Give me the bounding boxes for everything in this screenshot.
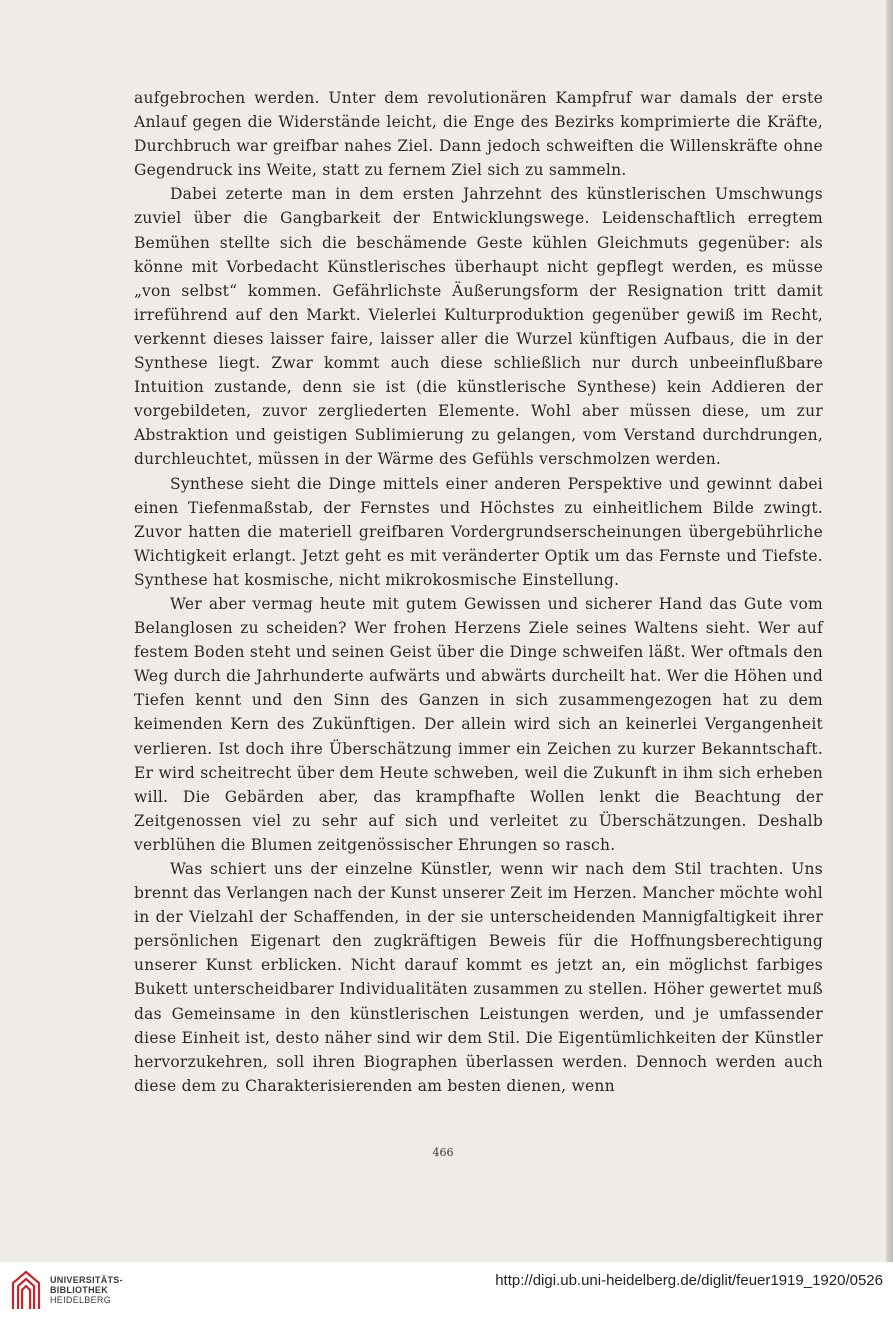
source-url[interactable]: http://digi.ub.uni-heidelberg.de/diglit/feuer1919_1920/0526 [495,1272,883,1289]
body-text [134,86,823,1098]
university-library-logo-icon [9,1269,43,1313]
library-name [50,1275,123,1305]
page-number: 466 [432,1146,454,1159]
library-name-line: HEIDELBERG [50,1295,112,1305]
footer [0,1262,893,1322]
paragraph: Wer aber vermag heute mit gutem Gewissen und sicherer Hand das Gute vom Belanglosen zu scheiden? Wer frohen Herzens Ziele seines Waltens sieht. Wer auf festem Boden steht und seinen Geist über die Dinge schweifen läßt. Wer oftmals den Weg durch die Jahrhunderte aufwärts und abwärts durcheilt hat. Wer die Höhen und Tiefen kennt und den Sinn des Ganzen in sich zusammengezogen hat zu dem keimenden Kern des Zukünftigen. Der allein wird sich an keinerlei Vergangenheit verlieren. Ist doch ihre Überschätzung immer ein Zeichen zu kurzer Bekanntschaft. Er wird scheitrecht über dem Heute schweben, weil die Zukunft in ihm sich erheben will. Die Gebärden aber, das krampfhafte Wollen lenkt die Beachtung der Zeitgenossen viel zu sehr auf sich und verleitet zu Überschätzungen. Deshalb verblühen die Blumen zeitgenössischer Ehrungen so rasch. [134,594,823,854]
paragraph: Dabei zeterte man in dem ersten Jahrzehnt des künstlerischen Umschwungs zuviel über die Gangbarkeit der Entwicklungswege. Leidenschaftlich erregtem Bemühen stellte sich die beschämende Geste kühlen Gleichmuts gegenüber: als könne mit Vorbedacht Künstlerisches überhaupt nicht gepflegt werden, es müsse „von selbst“ kommen. Gefährlichste Äußerungsform der Resignation tritt damit irreführend auf den Markt. Vielerlei Kulturproduktion gegenüber gewiß im Recht, verkennt dieses laisser faire, laisser aller die Wurzel künftigen Aufbaus, die in der Synthese liegt. Zwar kommt auch diese schließlich nur durch unbeeinflußbare Intuition zustande, denn sie ist (die künstlerische Synthese) kein Addieren der vorgebildeten, zuvor zergliederten Elemente. Wohl aber müssen diese, um zur Abstraktion und geistigen Sublimierung zu gelangen, vom Verstand durchdrungen, durchleuchtet, müssen in der Wärme des Gefühls verschmolzen werden. [134,185,823,469]
library-name-line: BIBLIOTHEK [50,1285,108,1295]
library-name-line: UNIVERSITÄTS- [50,1275,123,1285]
paragraph: Was schiert uns der einzelne Künstler, wenn wir nach dem Stil trachten. Uns brennt das Verlangen nach der Kunst unserer Zeit im Herzen. Mancher möchte wohl in der Vielzahl der Schaffenden, in der sie unterscheidenden Mannigfaltigkeit ihrer persönlichen Eigenart den zugkräftigen Beweis für die Hoffnungsberechtigung unserer Kunst erblicken. Nicht darauf kommt es jetzt an, ein möglichst farbiges Bukett unterscheidbarer Individualitäten zusammen zu stellen. Höher gewertet muß das Gemeinsame in den künstlerischen Leistungen werden, und je umfassender diese Einheit ist, desto näher sind wir dem Stil. Die Eigentümlichkeiten der Künstler hervorzukehren, soll ihren Biographen überlassen werden. Dennoch werden auch diese dem zu Charakterisierenden am besten dienen, wenn [134,860,823,1095]
page-edge [886,0,893,1262]
paragraph: aufgebrochen werden. Unter dem revolutionären Kampfruf war damals der erste Anlauf gegen die Widerstände leicht, die Enge des Bezirks komprimierte die Kräfte, Durchbruch war greifbar nahes Ziel. Dann jedoch schweiften die Willenskräfte ohne Gegendruck ins Weite, statt zu fernem Ziel sich zu sammeln. [134,89,823,180]
paragraph: Synthese sieht die Dinge mittels einer anderen Perspektive und gewinnt dabei einen Tiefenmaßstab, der Fernstes und Höchstes zu einheitlichem Bilde zwingt. Zuvor hatten die materiell greifbaren Vordergrundserscheinungen übergebührliche Wichtigkeit erlangt. Jetzt geht es mit veränderter Optik um das Fernste und Tiefste. Synthese hat kosmische, nicht mikrokosmische Einstellung. [134,474,823,589]
